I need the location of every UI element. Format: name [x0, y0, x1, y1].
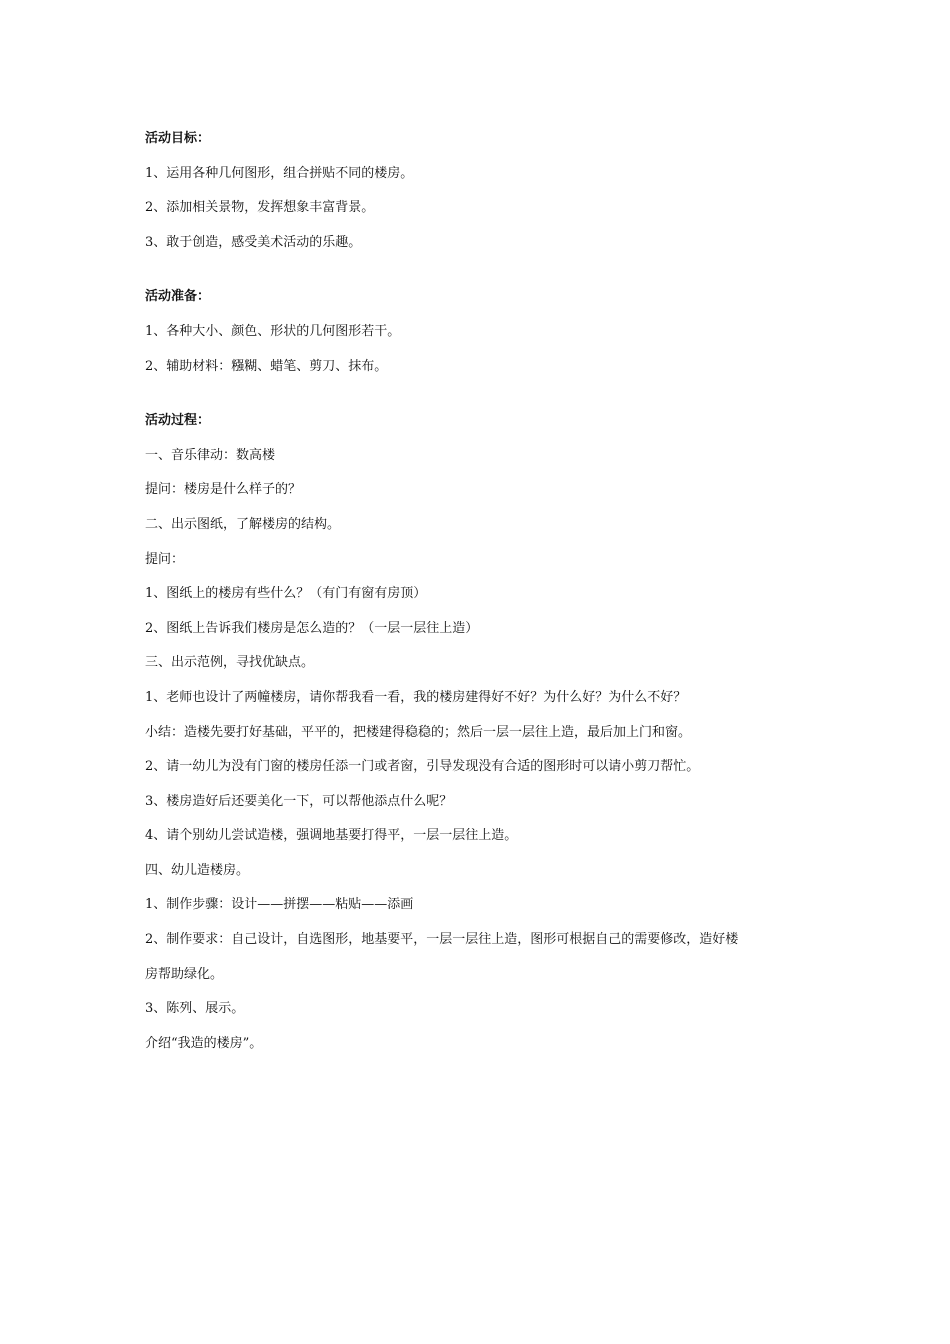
paragraph: 三、出示范例，寻找优缺点。 — [145, 655, 315, 671]
paragraph: 二、出示图纸，了解楼房的结构。 — [145, 516, 341, 532]
paragraph: 1、制作步骤：设计——拼摆——粘贴——添画 — [145, 897, 414, 913]
paragraph: 四、幼儿造楼房。 — [145, 862, 250, 878]
paragraph: 房帮助绿化。 — [145, 966, 224, 982]
paragraph: 1、运用各种几何图形，组合拼贴不同的楼房。 — [145, 165, 414, 181]
paragraph: 小结：造楼先要打好基础，平平的，把楼建得稳稳的；然后一层一层往上造，最后加上门和窗。 — [145, 724, 692, 740]
section-goals — [145, 122, 825, 260]
paragraph: 介绍“我造的楼房”。 — [145, 1035, 263, 1051]
section-spacer — [145, 384, 825, 404]
paragraph: 1、老师也设计了两幢楼房，请你帮我看一看，我的楼房建得好不好？为什么好？为什么不好？ — [145, 689, 687, 705]
paragraph: 3、陈列、展示。 — [145, 1001, 245, 1017]
paragraph: 提问： — [145, 551, 185, 567]
paragraph: 2、请一幼儿为没有门窗的楼房任添一门或者窗，引导发现没有合适的图形时可以请小剪刀帮忙。 — [145, 759, 700, 775]
section-preparation — [145, 280, 825, 384]
paragraph: 提问：楼房是什么样子的？ — [145, 482, 302, 498]
paragraph: 2、图纸上告诉我们楼房是怎么造的？（一层一层往上造） — [145, 620, 479, 636]
section-process — [145, 404, 825, 1061]
paragraph: 一、音乐律动：数高楼 — [145, 447, 276, 463]
paragraph: 2、辅助材料：糨糊、蜡笔、剪刀、抹布。 — [145, 358, 388, 374]
paragraph: 4、请个别幼儿尝试造楼，强调地基要打得平，一层一层往上造。 — [145, 828, 518, 844]
paragraph: 3、敢于创造，感受美术活动的乐趣。 — [145, 234, 362, 250]
section-heading: 活动目标： — [145, 131, 211, 146]
section-heading: 活动过程： — [145, 413, 211, 429]
paragraph: 2、添加相关景物，发挥想象丰富背景。 — [145, 200, 375, 216]
paragraph: 3、楼房造好后还要美化一下，可以帮他添点什么呢？ — [145, 793, 453, 809]
section-heading: 活动准备： — [145, 289, 211, 305]
document-page — [145, 122, 825, 1061]
paragraph: 1、图纸上的楼房有些什么？（有门有窗有房顶） — [145, 586, 427, 602]
paragraph: 1、各种大小、颜色、形状的几何图形若干。 — [145, 323, 401, 339]
section-spacer — [145, 260, 825, 280]
paragraph: 2、制作要求：自己设计，自选图形，地基要平，一层一层往上造，图形可根据自己的需要修改，造好楼 — [145, 932, 739, 948]
